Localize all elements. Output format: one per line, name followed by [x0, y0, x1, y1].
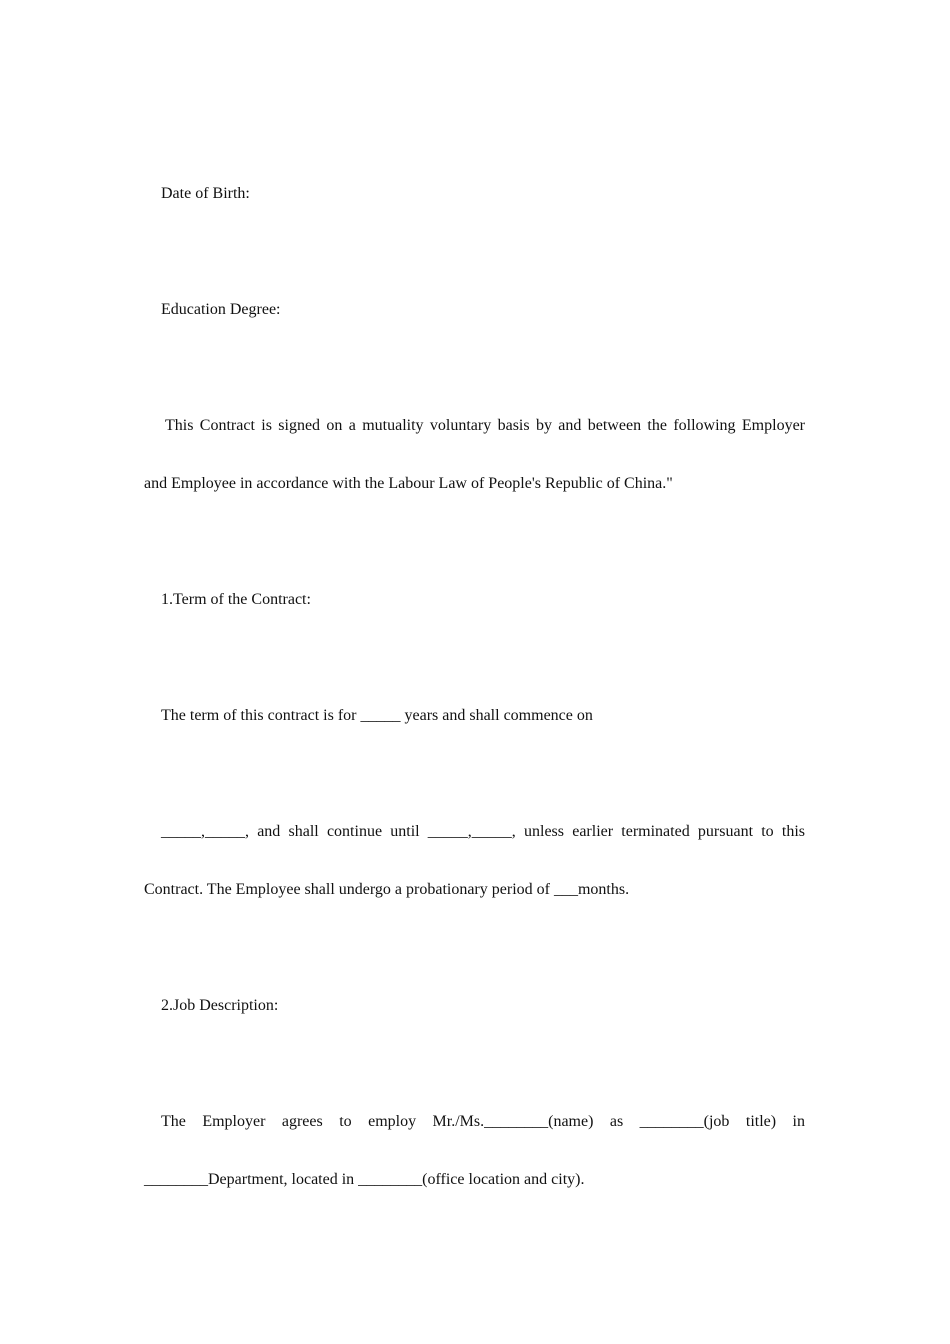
- education-degree-label: Education Degree:: [161, 301, 281, 318]
- term-paragraph-line-3: Contract. The Employee shall undergo a probationary period of ___months.: [144, 881, 630, 898]
- section-2-heading: 2.Job Description:: [161, 997, 279, 1014]
- intro-paragraph-line-1: This Contract is signed on a mutuality voluntary basis by and between the following Employer: [165, 417, 805, 434]
- intro-paragraph-line-2: and Employee in accordance with the Labour Law of People's Republic of China.": [144, 475, 673, 492]
- date-of-birth-label: Date of Birth:: [161, 185, 250, 202]
- job-paragraph-line-1: The Employer agrees to employ Mr./Ms.________(name) as ________(job title) in: [161, 1113, 805, 1130]
- term-paragraph-line-2: _____,_____, and shall continue until _____,_____, unless earlier terminated pursuant to this: [161, 823, 805, 840]
- section-1-heading: 1.Term of the Contract:: [161, 591, 311, 608]
- term-paragraph-line-1: The term of this contract is for _____ years and shall commence on: [161, 707, 593, 724]
- job-paragraph-line-2: ________Department, located in ________(office location and city).: [144, 1171, 585, 1188]
